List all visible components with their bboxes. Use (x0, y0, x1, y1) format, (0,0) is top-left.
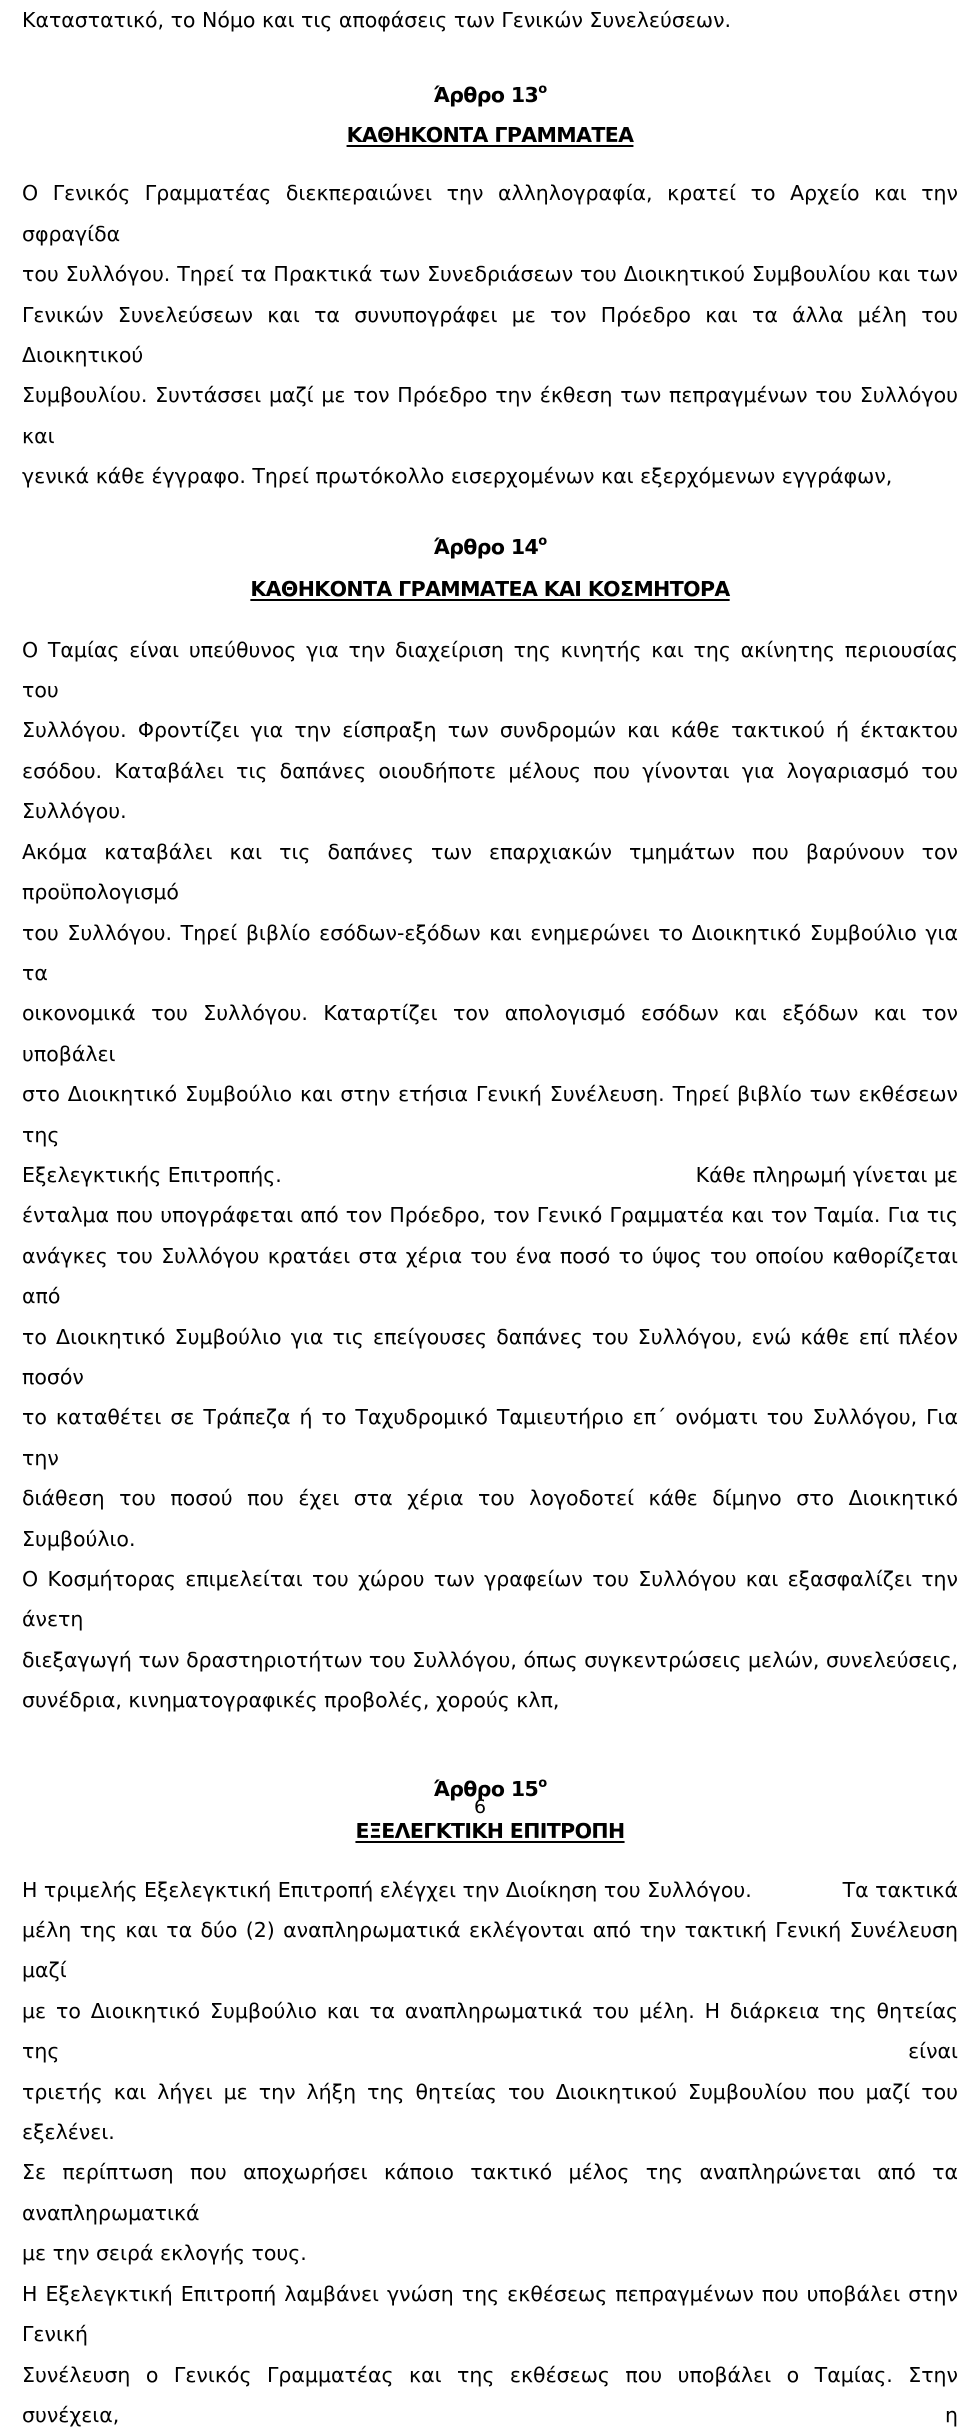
article-15-line: Συνέλευση ο Γενικός Γραμματέας και της εκθέσεως που υποβάλει ο Ταμίας. Στην συνέχεια, η (22, 2355, 958, 2435)
article-14-line: Ο Κοσμήτορας επιμελείται του χώρου των γραφείων του Συλλόγου και εξασφαλίζει την άνετη (22, 1559, 958, 1640)
article-13-line: Συμβουλίου. Συντάσσει μαζί με τον Πρόεδρο την έκθεση των πεπραγμένων του Συλλόγου και (22, 375, 958, 456)
article-15-split-left: Η τριμελής Εξελεγκτική Επιτροπή ελέγχει την Διοίκηση του Συλλόγου. (22, 1870, 752, 1910)
article-14-line: Συλλόγου. Φροντίζει για την είσπραξη των συνδρομών και κάθε τακτικού ή έκτακτου (22, 710, 958, 750)
article-15-line: τριετής και λήγει με την λήξη της θητείας του Διοικητικού Συμβουλίου που μαζί του εξελένει. (22, 2072, 958, 2153)
article-14-line: συνέδρια, κινηματογραφικές προβολές, χορούς κλπ, (22, 1680, 958, 1720)
article-14-body (22, 630, 958, 1721)
article-13-body (22, 173, 958, 496)
article-14-line: οικονομικά του Συλλόγου. Καταρτίζει τον απολογισμό εσόδων και εξόδων και τον υποβάλει (22, 993, 958, 1074)
article-14-line: Ο Ταμίας είναι υπεύθυνος για την διαχείριση της κινητής και της ακίνητης περιουσίας του (22, 630, 958, 711)
article-15-label: Άρθρο $15^o$ (22, 1763, 958, 1810)
article-14-line: στο Διοικητικό Συμβούλιο και στην ετήσια Γενική Συνέλευση. Τηρεί βιβλίο των εκθέσεων της (22, 1074, 958, 1155)
article-14-line: διάθεση του ποσού που έχει στα χέρια του λογοδοτεί κάθε δίμηνο στο Διοικητικό Συμβούλιο. (22, 1478, 958, 1559)
document-page (22, 0, 958, 2435)
article-14-split-right: Κάθε πληρωμή γίνεται με (696, 1155, 958, 1195)
article-15-split-right: Τα τακτικά (843, 1870, 958, 1910)
article-13-line: Γενικών Συνελεύσεων και τα συνυπογράφει με τον Πρόεδρο και τα άλλα μέλη του Διοικητικού (22, 295, 958, 376)
article-15-body (22, 1870, 958, 2435)
article-13-line: του Συλλόγου. Τηρεί τα Πρακτικά των Συνεδριάσεων του Διοικητικού Συμβουλίου και των (22, 254, 958, 294)
article-14-line: του Συλλόγου. Τηρεί βιβλίο εσόδων-εξόδων και ενημερώνει το Διοικητικό Συμβούλιο για τα (22, 913, 958, 994)
article-13-line: γενικά κάθε έγγραφο. Τηρεί πρωτόκολλο εισερχομένων και εξερχόμενων εγγράφων, (22, 456, 958, 496)
article-14-heading (22, 521, 958, 610)
article-15-line: με την σειρά εκλογής τους. (22, 2233, 958, 2273)
article-13-label: Άρθρο $13^o$ (22, 70, 958, 115)
article-14-line: το καταθέτει σε Τράπεζα ή το Ταχυδρομικό Ταμιευτήριο επ΄ ονόματι του Συλλόγου, Για την (22, 1397, 958, 1478)
article-14-label: Άρθρο $14^o$ (22, 521, 958, 568)
article-14-line: το Διοικητικό Συμβούλιο για τις επείγουσες δαπάνες του Συλλόγου, ενώ κάθε επί πλέον ποσόν (22, 1317, 958, 1398)
article-14-split-left: Εξελεγκτικής Επιτροπής. (22, 1155, 282, 1195)
intro-line: Καταστατικό, το Νόμο και τις αποφάσεις των Γενικών Συνελεύσεων. (22, 0, 958, 40)
article-13-title: ΚΑΘΗΚΟΝΤΑ ΓΡΑΜΜΑΤΕΑ (22, 115, 958, 155)
article-15-line: μέλη της και τα δύο (2) αναπληρωματικά εκλέγονται από την τακτική Γενική Συνέλευση μαζί (22, 1910, 958, 1991)
article-14-line: Ακόμα καταβάλει και τις δαπάνες των επαρχιακών τμημάτων που βαρύνουν τον προϋπολογισμό (22, 832, 958, 913)
article-14-line: εσόδου. Καταβάλει τις δαπάνες οιουδήποτε μέλους που γίνονται για λογαριασμό του Συλλόγου. (22, 751, 958, 832)
article-13-line: Ο Γενικός Γραμματέας διεκπεραιώνει την αλληλογραφία, κρατεί το Αρχείο και την σφραγίδα (22, 173, 958, 254)
article-13-heading (22, 70, 958, 155)
article-14-split-line (22, 1155, 958, 1195)
article-14-line: ένταλμα που υπογράφεται από τον Πρόεδρο, τον Γενικό Γραμματέα και τον Ταμία. Για τις (22, 1195, 958, 1235)
article-15-line: Σε περίπτωση που αποχωρήσει κάποιο τακτικό μέλος της αναπληρώνεται από τα αναπληρωματικά (22, 2152, 958, 2233)
article-14-title: ΚΑΘΗΚΟΝΤΑ ΓΡΑΜΜΑΤΕΑ ΚΑΙ ΚΟΣΜΗΤΟΡΑ (22, 568, 958, 610)
article-15-line: με το Διοικητικό Συμβούλιο και τα αναπληρωματικά του μέλη. Η διάρκεια της θητείας της είναι (22, 1991, 958, 2072)
article-14-line: διεξαγωγή των δραστηριοτήτων του Συλλόγου, όπως συγκεντρώσεις μελών, συνελεύσεις, (22, 1640, 958, 1680)
article-15-line: Η Εξελεγκτική Επιτροπή λαμβάνει γνώση της εκθέσεως πεπραγμένων που υποβάλει στην Γενική (22, 2274, 958, 2355)
article-14-line: ανάγκες του Συλλόγου κρατάει στα χέρια του ένα ποσό το ύψος του οποίου καθορίζεται από (22, 1236, 958, 1317)
article-15-title: ΕΞΕΛΕΓΚΤΙΚΗ ΕΠΙΤΡΟΠΗ (22, 1810, 958, 1852)
article-15-split-line (22, 1870, 958, 1910)
page-number: 6 (0, 1796, 960, 1818)
